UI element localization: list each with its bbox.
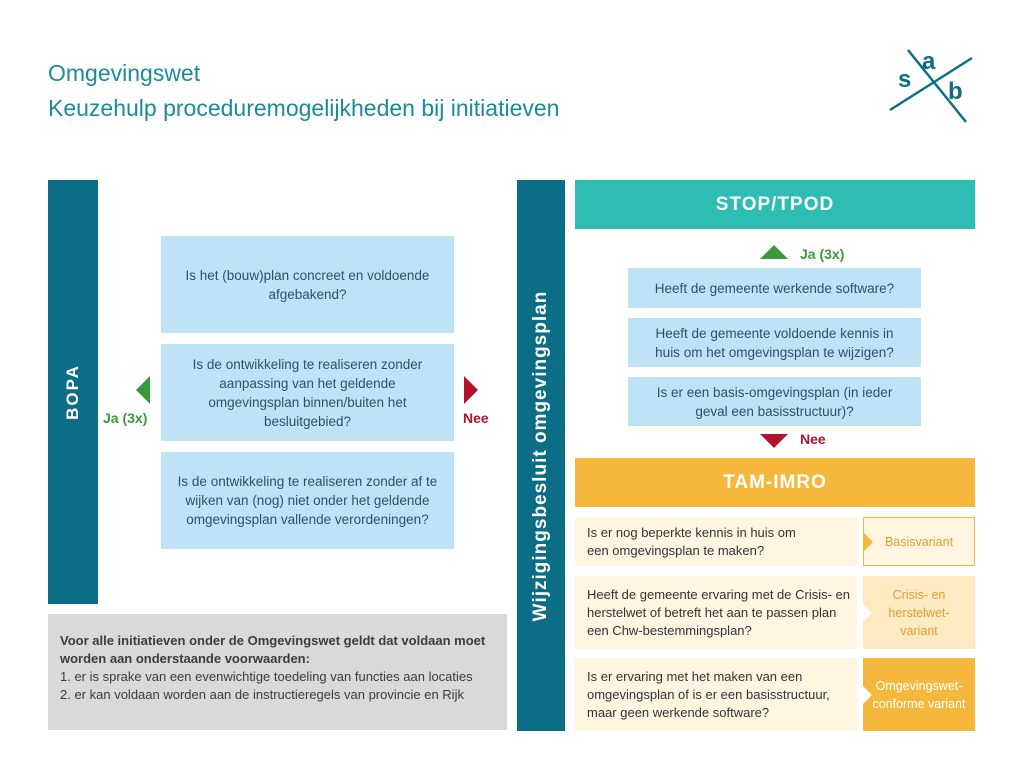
- bopa-label: BOPA: [63, 364, 82, 420]
- stop-question-1: Heeft de gemeente werkende software?: [628, 268, 921, 308]
- option-pointer-icon: [864, 533, 873, 551]
- bopa-question-1: Is het (bouw)plan concreet en voldoende afgebakend?: [161, 236, 454, 333]
- bopa-yes-arrow-icon: [136, 376, 150, 404]
- stop-yes-label: Ja (3x): [800, 246, 845, 262]
- bopa-question-3: Is de ontwikkeling te realiseren zonder af te wijken van (nog) niet onder het geldende omgevingsplan vallende verordeningen?: [161, 452, 454, 549]
- stop-question-2: Heeft de gemeente voldoende kennis in huis om het omgevingsplan te wijzigen?: [628, 318, 921, 367]
- bopa-no-arrow-icon: [464, 376, 478, 404]
- wijzigingsbesluit-label: Wijzigingsbesluit omgevingsplan: [530, 290, 551, 621]
- bopa-question-2: Is de ontwikkeling te realiseren zonder aanpassing van het geldende omgevingsplan binnen/buiten het besluitgebied?: [161, 344, 454, 441]
- stop-no-arrow-icon: [760, 434, 788, 448]
- sab-logo: [880, 44, 980, 128]
- tam-question-3: Is er ervaring met het maken van een omgevingsplan of is er een basisstructuur, maar geen werkende software?: [575, 658, 857, 731]
- logo-letter-b: b: [948, 78, 963, 105]
- conditions-info-box: [48, 614, 507, 730]
- stop-tpod-header: STOP/TPOD: [575, 180, 975, 229]
- stop-no-label: Nee: [800, 431, 826, 447]
- page-subtitle: Keuzehulp proceduremogelijkheden bij initiatieven: [48, 95, 560, 121]
- tam-option-basisvariant: Basisvariant: [863, 517, 975, 566]
- tam-option-crisis-herstelwet: Crisis- en herstelwet-variant: [863, 576, 975, 649]
- page-title: Omgevingswet: [48, 60, 201, 86]
- logo-letter-s: s: [898, 66, 912, 93]
- condition-item-2: 2. er kan voldaan worden aan de instructieregels van provincie en Rijk: [60, 687, 464, 702]
- tam-question-1: Is er nog beperkte kennis in huis om een omgevingsplan te maken?: [575, 517, 857, 566]
- conditions-heading: Voor alle initiatieven onder de Omgevingswet geldt dat voldaan moet worden aan onderstaande voorwaarden:: [60, 633, 486, 666]
- tam-imro-header: TAM-IMRO: [575, 458, 975, 507]
- tam-question-2: Heeft de gemeente ervaring met de Crisis- en herstelwet of betreft het aan te passen plan een Chw-bestemmingsplan?: [575, 576, 857, 649]
- option-pointer-icon: [863, 604, 872, 622]
- tam-option-omgevingswet-conforme: Omgevingswet-conforme variant: [863, 658, 975, 731]
- condition-item-1: 1. er is sprake van een evenwichtige toedeling van functies aan locaties: [60, 669, 473, 684]
- wijzigingsbesluit-bar: [517, 180, 565, 731]
- stop-yes-arrow-icon: [760, 245, 788, 259]
- bopa-bar: [48, 180, 98, 604]
- bopa-no-label: Nee: [463, 410, 489, 426]
- option-pointer-icon: [863, 686, 872, 704]
- stop-question-3: Is er een basis-omgevingsplan (in ieder geval een basisstructuur)?: [628, 377, 921, 426]
- logo-letter-a: a: [922, 48, 936, 75]
- bopa-yes-label: Ja (3x): [103, 410, 148, 426]
